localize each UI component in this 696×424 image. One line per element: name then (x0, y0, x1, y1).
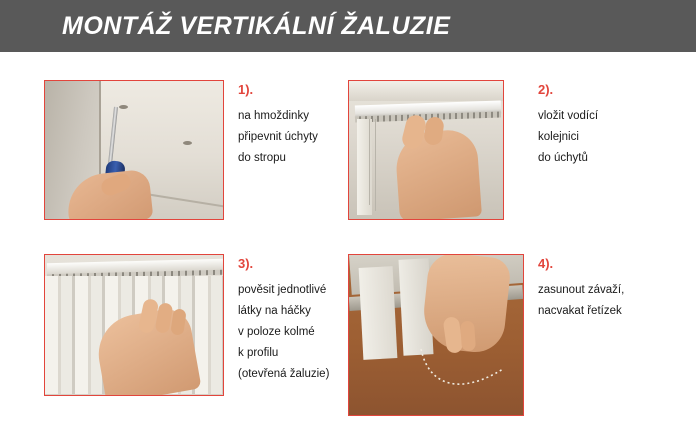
step-3-number: 3). (238, 256, 254, 271)
step-1-photo (44, 80, 224, 220)
step-4-line-2: nacvakat řetízek (538, 305, 622, 317)
step-3-photo (44, 254, 224, 396)
step-1-number: 1). (238, 82, 254, 97)
wall-plug-b (183, 141, 192, 145)
page-title: MONTÁŽ VERTIKÁLNÍ ŽALUZIE (62, 12, 451, 40)
steps-container (0, 52, 696, 424)
step-2-number: 2). (538, 82, 554, 97)
step-1-line-1: na hmoždinky (238, 110, 309, 122)
step-3-line-4: k profilu (238, 347, 279, 359)
step-3-line-1: pověsit jednotlivé (238, 284, 327, 296)
step-2-line-1: vložit vodící (538, 110, 599, 122)
step-4-caption (538, 256, 624, 322)
step-1-line-2: připevnit úchyty (238, 131, 318, 143)
step-3-line-3: v poloze kolmé (238, 326, 315, 338)
bottom-chain-icon (419, 347, 505, 395)
control-cord-b (375, 119, 376, 211)
ceiling-surface (349, 81, 504, 101)
step-3-line-5: (otevřená žaluzie) (238, 368, 330, 380)
header-bar (0, 0, 696, 52)
step-4-line-1: zasunout závaží, (538, 284, 625, 296)
vertical-slat-a (359, 266, 398, 360)
step-2-line-2: kolejnici (538, 131, 579, 143)
step-3-caption (238, 256, 329, 385)
step-2-line-3: do úchytů (538, 152, 588, 164)
step-1-caption (238, 82, 318, 169)
step-4-photo (348, 254, 524, 416)
step-1-line-3: do stropu (238, 152, 286, 164)
step-4-number: 4). (538, 256, 554, 271)
control-cord-a (369, 119, 370, 205)
step-2-caption (538, 82, 598, 169)
step-2-photo (348, 80, 504, 220)
step-3-line-2: látky na háčky (238, 305, 311, 317)
wall-plug-a (119, 105, 128, 109)
